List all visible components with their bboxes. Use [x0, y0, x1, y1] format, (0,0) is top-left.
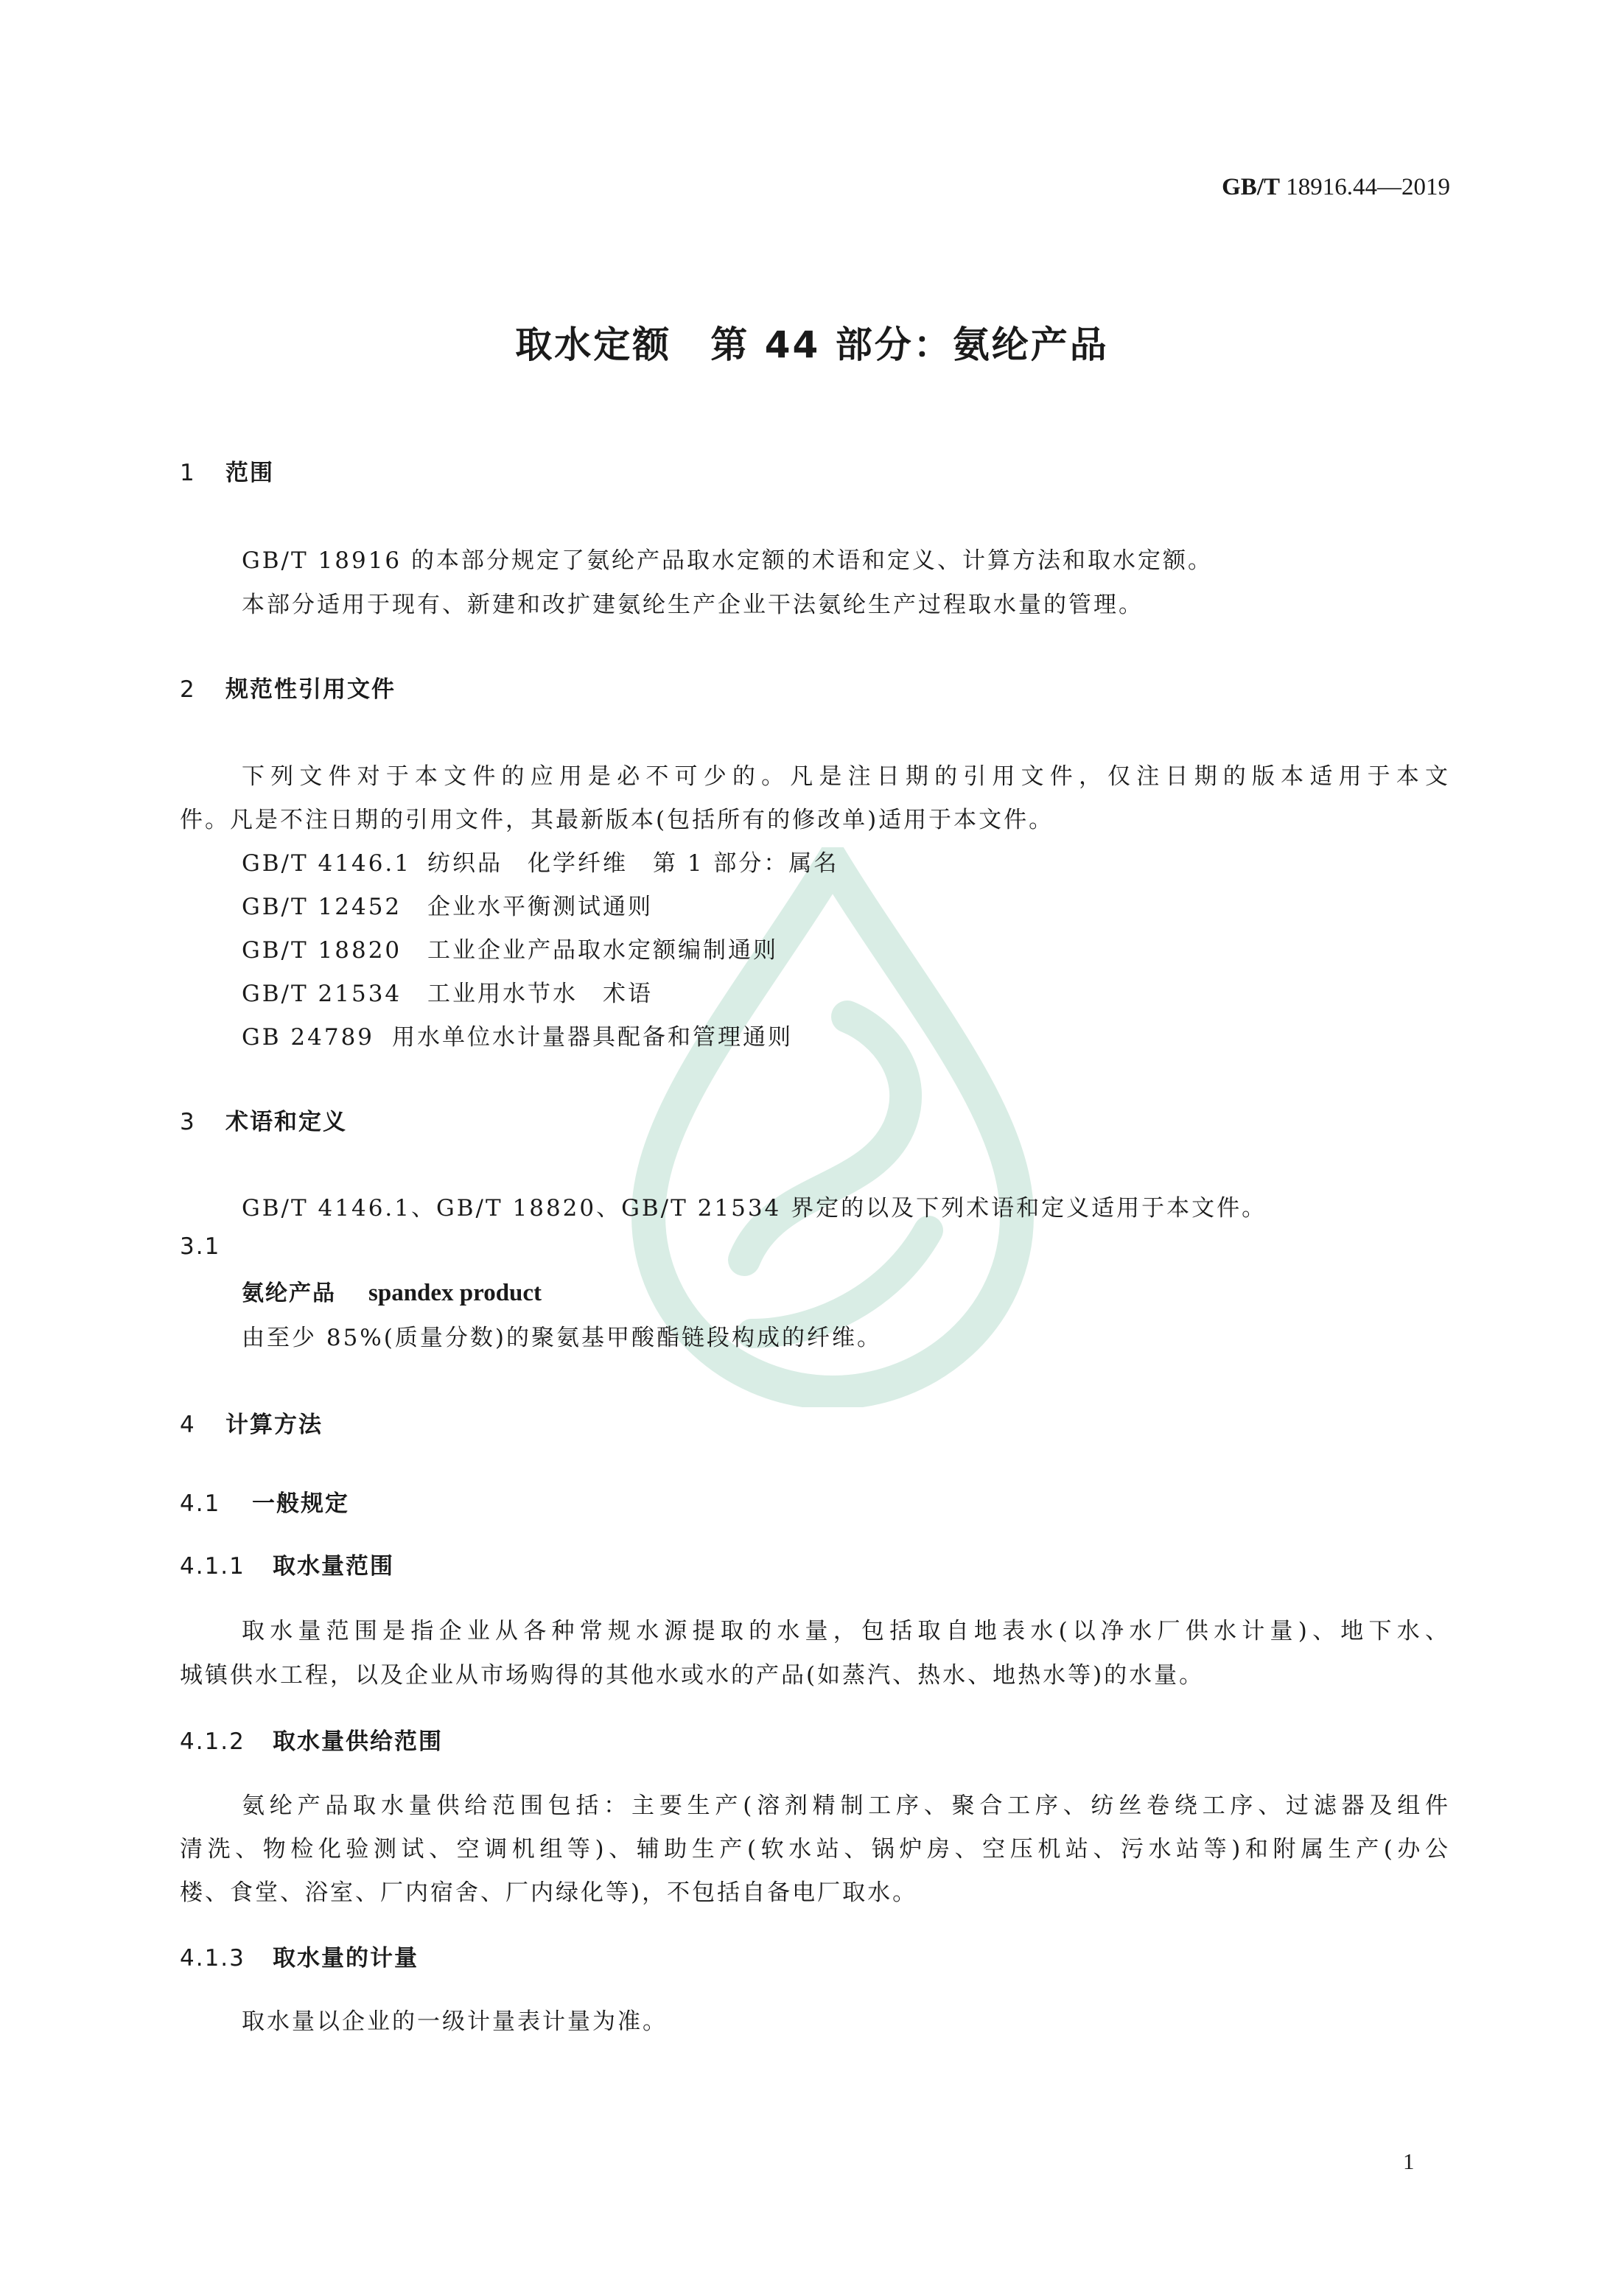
section-4-1-2-line: 氨纶产品取水量供给范围包括：主要生产(溶剂精制工序、聚合工序、纺丝卷绕工序、过滤器及组件	[242, 1793, 1450, 1819]
section-2-intro-line: 下列文件对于本文件的应用是必不可少的。凡是注日期的引用文件，仅注日期的版本适用于本文	[242, 763, 1450, 790]
reference-item: GB/T 12452 企业水平衡测试通则	[242, 894, 653, 920]
subsection-heading-4-1: 4.1 一般规定	[180, 1490, 349, 1517]
reference-item: GB/T 4146.1 纺织品 化学纤维 第 1 部分：属名	[242, 850, 839, 877]
section-4-1-2-line: 清洗、物检化验测试、空调机组等)、辅助生产(软水站、锅炉房、空压机站、污水站等)和附属生产(办公	[180, 1836, 1450, 1863]
section-heading-2: 2 规范性引用文件	[180, 676, 396, 703]
subsection-heading-4-1-2: 4.1.2 取水量供给范围	[180, 1728, 443, 1755]
section-4-1-2-line: 楼、食堂、浴室、厂内宿舍、厂内绿化等)，不包括自备电厂取水。	[180, 1879, 918, 1906]
subsection-heading-4-1-1: 4.1.1 取水量范围	[180, 1553, 394, 1580]
section-3-intro: GB/T 4146.1、GB/T 18820、GB/T 21534 界定的以及下列术语和定义适用于本文件。	[242, 1195, 1267, 1222]
section-4-1-1-line: 取水量范围是指企业从各种常规水源提取的水量，包括取自地表水(以净水厂供水计量)、地下水、	[242, 1618, 1450, 1644]
term-entry: 氨纶产品 spandex product	[242, 1280, 542, 1306]
term-definition: 由至少 85%(质量分数)的聚氨基甲酸酯链段构成的纤维。	[242, 1325, 882, 1351]
term-number: 3.1	[180, 1233, 221, 1260]
section-1-paragraph: GB/T 18916 的本部分规定了氨纶产品取水定额的术语和定义、计算方法和取水定额。	[242, 547, 1213, 574]
reference-item: GB/T 21534 工业用水节水 术语	[242, 981, 653, 1007]
section-4-1-3-paragraph: 取水量以企业的一级计量表计量为准。	[242, 2008, 668, 2035]
section-2-intro-line: 件。凡是不注日期的引用文件，其最新版本(包括所有的修改单)适用于本文件。	[180, 807, 1054, 833]
reference-item: GB 24789 用水单位水计量器具配备和管理通则	[242, 1024, 793, 1051]
page-number: 1	[1403, 2148, 1415, 2174]
section-1-paragraph: 本部分适用于现有、新建和改扩建氨纶生产企业干法氨纶生产过程取水量的管理。	[242, 592, 1144, 618]
standard-code: GB/T 18916.44—2019	[1222, 174, 1450, 200]
document-title: 取水定额 第 44 部分：氨纶产品	[515, 323, 1109, 366]
reference-item: GB/T 18820 工业企业产品取水定额编制通则	[242, 937, 778, 964]
subsection-heading-4-1-3: 4.1.3 取水量的计量	[180, 1945, 419, 1972]
section-heading-4: 4 计算方法	[180, 1412, 323, 1438]
section-heading-1: 1 范围	[180, 460, 274, 486]
section-4-1-1-line: 城镇供水工程，以及企业从市场购得的其他水或水的产品(如蒸汽、热水、地热水等)的水量。	[180, 1662, 1205, 1689]
section-heading-3: 3 术语和定义	[180, 1109, 347, 1135]
